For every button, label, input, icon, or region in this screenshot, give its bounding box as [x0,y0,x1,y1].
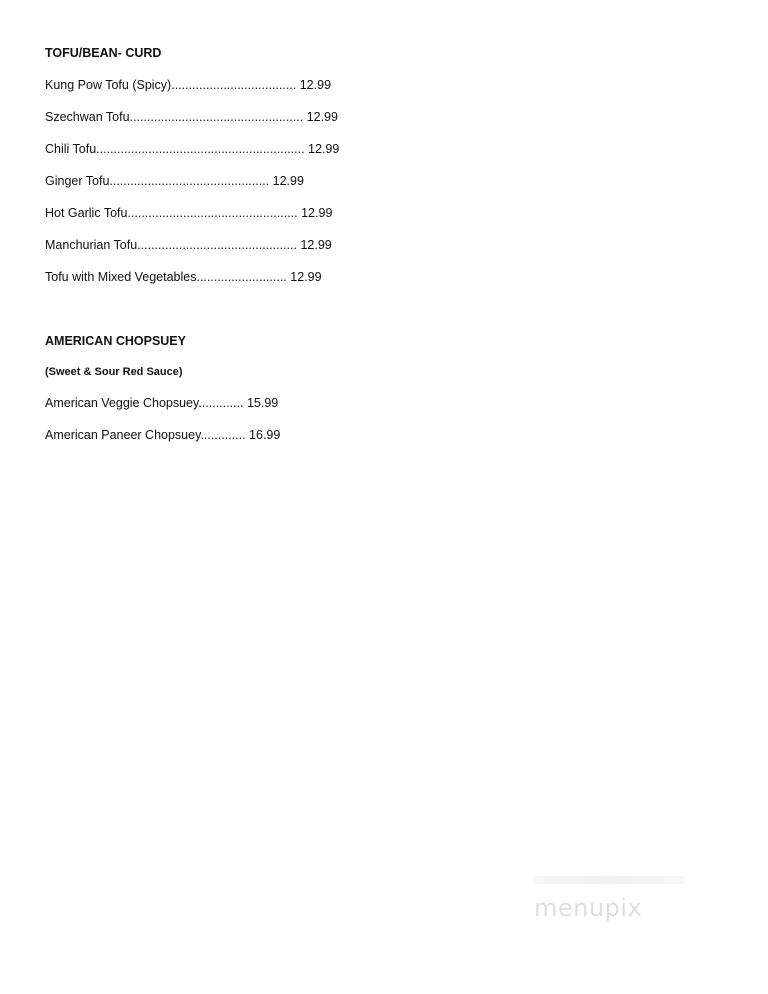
section-heading-american-chopsuey: AMERICAN CHOPSUEY [45,334,186,348]
menu-item-label: Hot Garlic Tofu................................................. [45,206,298,220]
menu-item-price: 12.99 [272,174,304,188]
menu-item-label: Tofu with Mixed Vegetables.......................... [45,270,287,284]
menu-item-price: 12.99 [308,142,340,156]
menu-item-label: Chili Tofu............................................................ [45,142,305,156]
menu-item-price: 12.99 [301,206,333,220]
menu-item [45,238,332,252]
menu-item-price: 12.99 [299,78,332,92]
menu-item [45,142,339,156]
menu-item-price: 16.99 [249,428,281,442]
menu-item [45,206,332,220]
menu-item-price: 12.99 [306,110,338,124]
menu-item [45,110,338,124]
menu-item-label: Manchurian Tofu.............................................. [45,238,297,252]
menu-item [45,396,278,410]
menu-item-price: 15.99 [246,396,279,410]
menu-item [45,428,280,442]
menu-item-label: Szechwan Tofu.................................................. [45,110,304,124]
menu-item-label: Kung Pow Tofu (Spicy).................................... [45,78,297,92]
watermark-tagline-bar [534,876,684,884]
menupix-watermark [530,872,690,932]
section-subheading: (Sweet & Sour Red Sauce) [45,366,183,378]
watermark-logo-text: menupix [534,894,643,922]
menu-item [45,78,331,92]
menu-item-price: 12.99 [300,238,332,252]
menu-item-price: 12.99 [290,270,322,284]
menu-item [45,174,304,188]
menu-item-label: American Veggie Chopsuey............. [45,396,244,410]
menu-item-label: American Paneer Chopsuey............. [45,428,246,442]
menu-item-label: Ginger Tofu.............................................. [45,174,270,188]
menu-item [45,270,322,284]
section-heading-tofu: TOFU/BEAN- CURD [45,46,162,60]
